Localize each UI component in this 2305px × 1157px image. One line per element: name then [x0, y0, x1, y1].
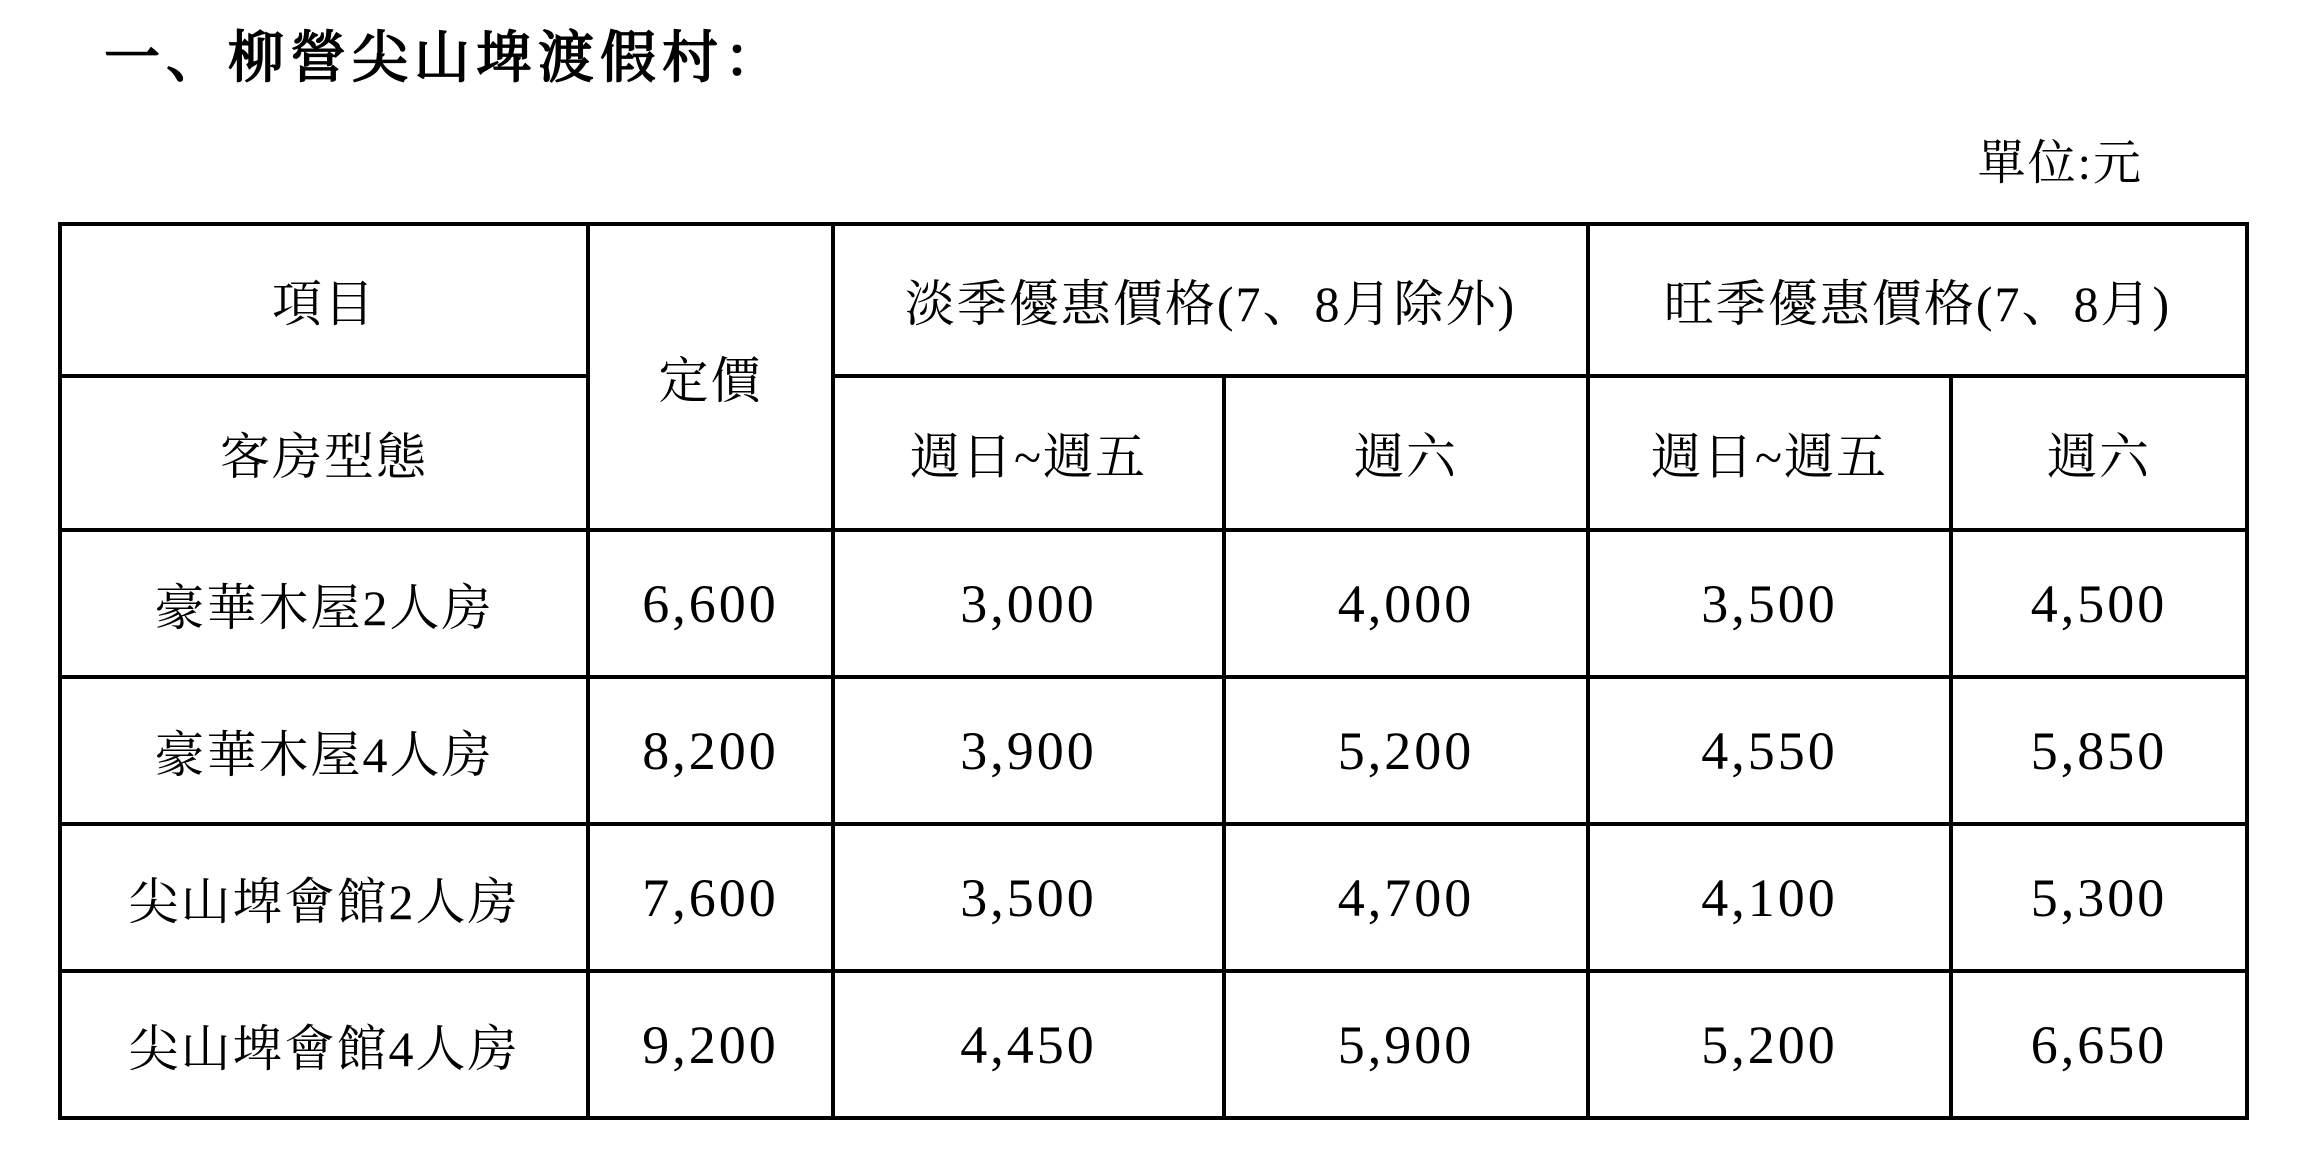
header-room-type: 客房型態: [60, 376, 588, 530]
peak-weekday-price-cell: 4,550: [1588, 677, 1951, 824]
unit-label: 單位:元: [1977, 137, 2143, 190]
table-row: [60, 971, 2247, 1118]
header-off-saturday: 週六: [1224, 376, 1588, 530]
peak-weekday-price-cell: 4,100: [1588, 824, 1951, 971]
list-price-cell: 8,200: [588, 677, 833, 824]
off-weekday-price-cell: 4,450: [833, 971, 1224, 1118]
header-off-season: 淡季優惠價格(7、8月除外): [833, 224, 1588, 376]
list-price-cell: 6,600: [588, 530, 833, 677]
room-type-cell: 豪華木屋4人房: [60, 677, 588, 824]
header-list-price: 定價: [588, 224, 833, 530]
off-weekday-price-cell: 3,900: [833, 677, 1224, 824]
off-saturday-price-cell: 4,000: [1224, 530, 1588, 677]
off-weekday-price-cell: 3,000: [833, 530, 1224, 677]
list-price-cell: 7,600: [588, 824, 833, 971]
header-peak-season: 旺季優惠價格(7、8月): [1588, 224, 2247, 376]
header-peak-weekday: 週日~週五: [1588, 376, 1951, 530]
header-off-weekday: 週日~週五: [833, 376, 1224, 530]
table-row: [60, 677, 2247, 824]
list-price-cell: 9,200: [588, 971, 833, 1118]
peak-saturday-price-cell: 5,300: [1951, 824, 2247, 971]
table-header-row-bottom: [60, 376, 2247, 530]
header-item: 項目: [60, 224, 588, 376]
price-table: [58, 222, 2249, 1120]
room-type-cell: 豪華木屋2人房: [60, 530, 588, 677]
table-header-row-top: [60, 224, 2247, 376]
off-saturday-price-cell: 5,200: [1224, 677, 1588, 824]
table-row: [60, 824, 2247, 971]
table-row: [60, 530, 2247, 677]
peak-saturday-price-cell: 6,650: [1951, 971, 2247, 1118]
peak-saturday-price-cell: 4,500: [1951, 530, 2247, 677]
peak-weekday-price-cell: 5,200: [1588, 971, 1951, 1118]
room-type-cell: 尖山埤會館4人房: [60, 971, 588, 1118]
peak-weekday-price-cell: 3,500: [1588, 530, 1951, 677]
page-title: 一、柳營尖山埤渡假村：: [104, 28, 786, 90]
off-saturday-price-cell: 4,700: [1224, 824, 1588, 971]
off-weekday-price-cell: 3,500: [833, 824, 1224, 971]
header-peak-saturday: 週六: [1951, 376, 2247, 530]
room-type-cell: 尖山埤會館2人房: [60, 824, 588, 971]
peak-saturday-price-cell: 5,850: [1951, 677, 2247, 824]
off-saturday-price-cell: 5,900: [1224, 971, 1588, 1118]
